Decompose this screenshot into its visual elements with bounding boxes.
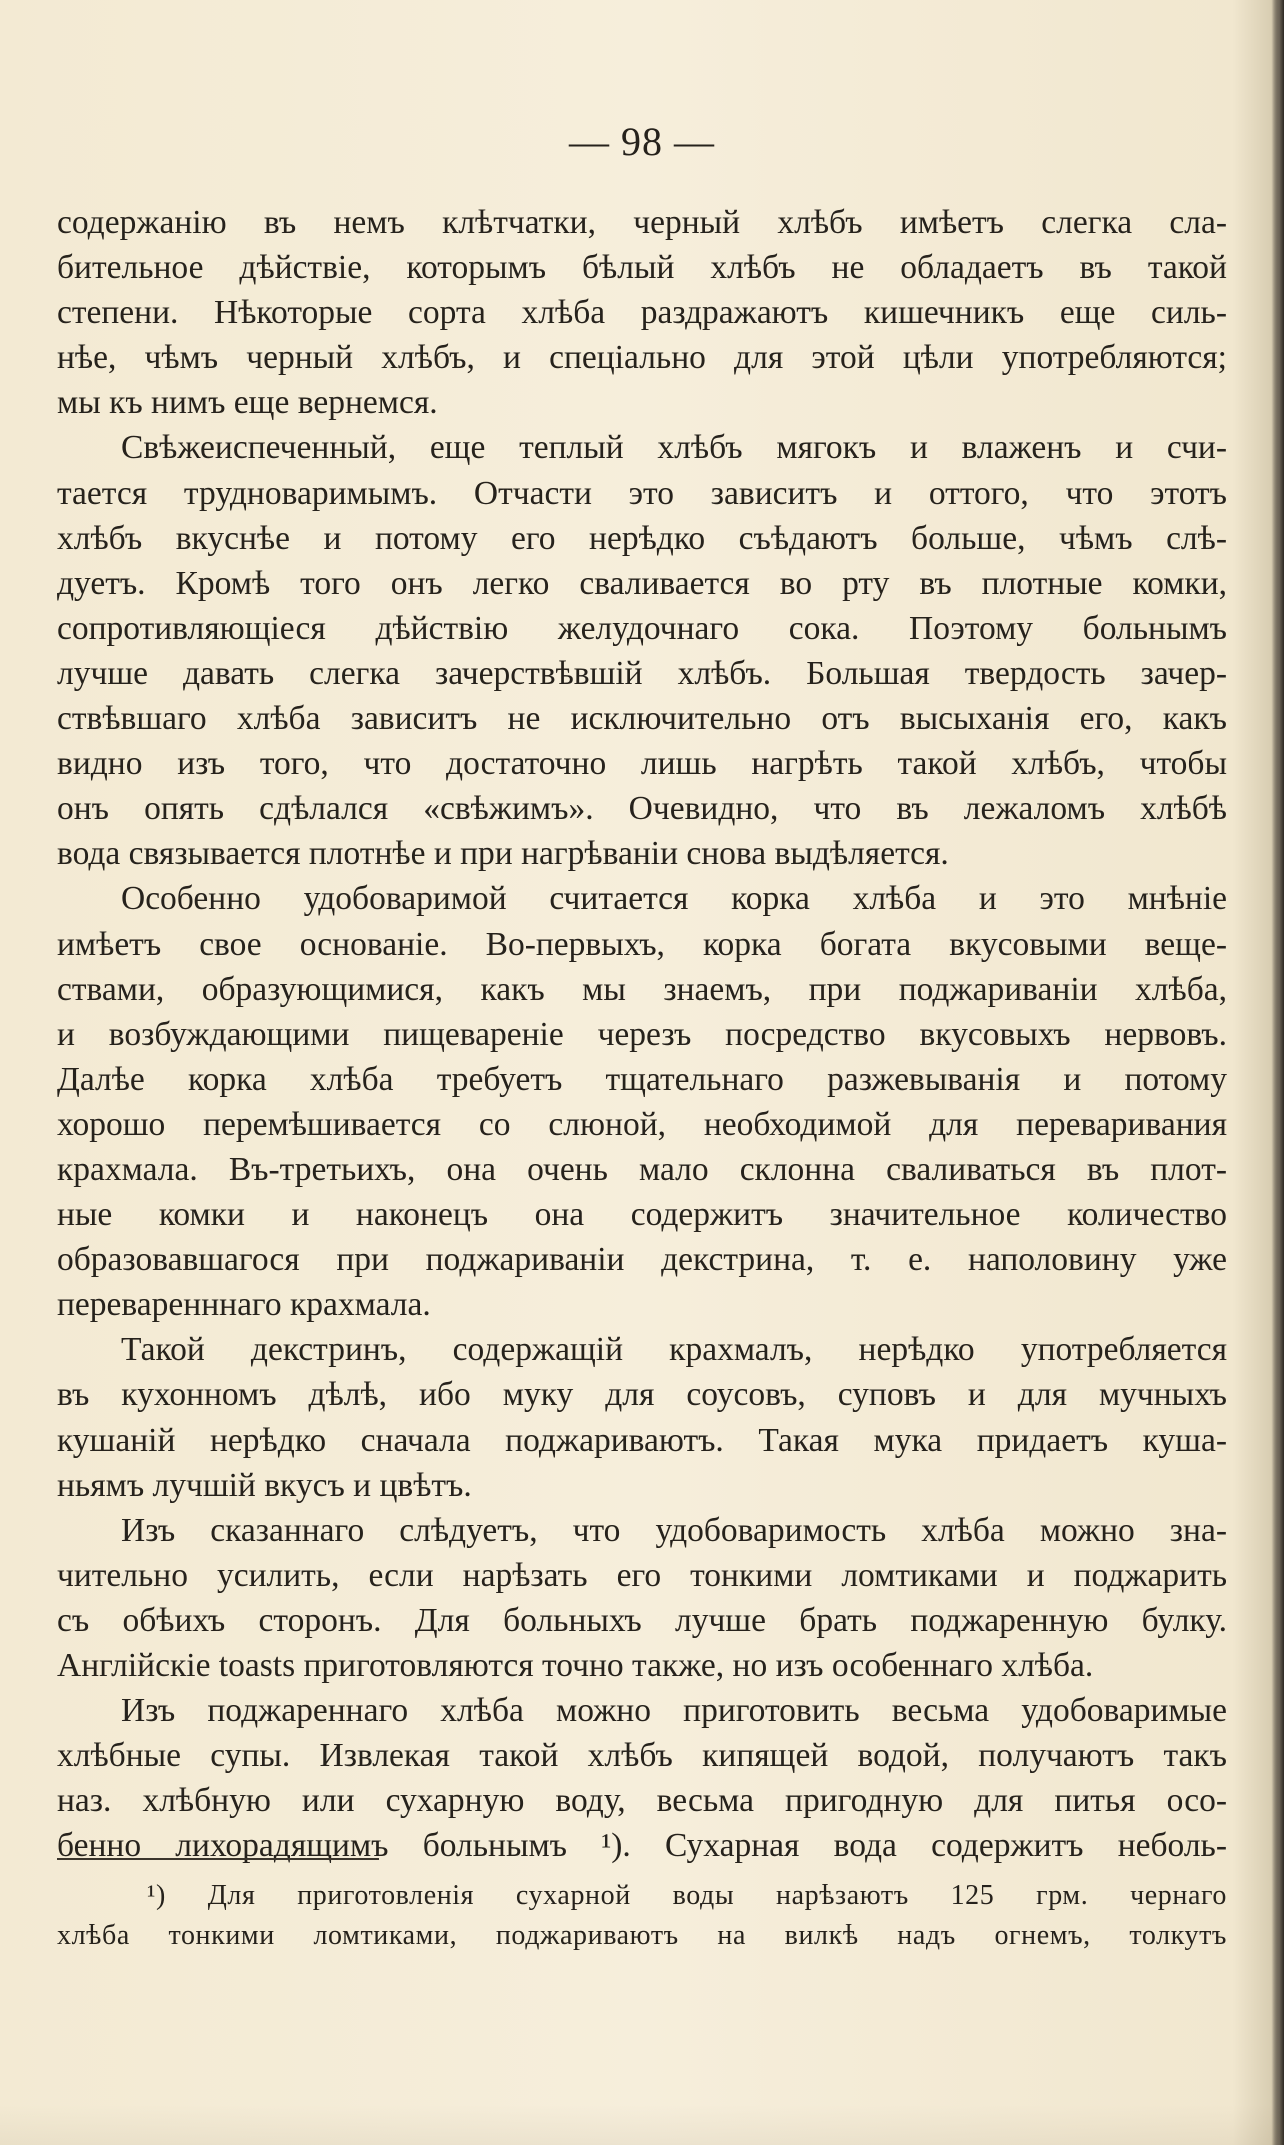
text-line: кушаній нерѣдко сначала поджариваютъ. Такая мука придаетъ куша- xyxy=(57,1421,1227,1459)
footnote-rule xyxy=(57,1858,379,1860)
text-line: хлѣбные супы. Извлекая такой хлѣбъ кипящей водой, получаютъ такъ xyxy=(57,1737,1227,1775)
text-line: степени. Нѣкоторые сорта хлѣба раздражаютъ кишечникъ еще силь- xyxy=(57,294,1227,332)
paragraph-first-line: Изъ поджареннаго хлѣба можно приготовить весьма удобоваримые xyxy=(121,1692,1227,1730)
text-line: хлѣбъ вкуснѣе и потому его нерѣдко съѣдаютъ больше, чѣмъ слѣ- xyxy=(57,519,1227,557)
footnote-line: хлѣба тонкими ломтиками, поджариваютъ на вилкѣ надъ огнемъ, толкутъ xyxy=(57,1920,1227,1951)
body-text xyxy=(57,200,1227,1868)
page-number: — 98 — xyxy=(569,119,715,164)
paragraph-first-line: Свѣжеиспеченный, еще теплый хлѣбъ мягокъ и влаженъ и счи- xyxy=(121,429,1227,467)
text-line: крахмала. Въ-третьихъ, она очень мало склонна сваливаться въ плот- xyxy=(57,1150,1227,1188)
text-line: съ обѣихъ сторонъ. Для больныхъ лучше брать поджаренную булку. xyxy=(57,1601,1227,1639)
text-line: Англійскіе toasts приготовляются точно также, но изъ особеннаго хлѣба. xyxy=(57,1647,1094,1684)
paragraph-first-line: Такой декстринъ, содержащій крахмалъ, нерѣдко употребляется xyxy=(121,1331,1227,1369)
page-edge-shadow xyxy=(1272,0,1284,2145)
text-line: вода связывается плотнѣе и при нагрѣваніи снова выдѣляется. xyxy=(57,835,949,873)
text-line: тается трудноваримымъ. Отчасти это зависитъ и оттого, что этотъ xyxy=(57,474,1227,512)
text-line: имѣетъ свое основаніе. Во-первыхъ, корка богата вкусовыми веще- xyxy=(57,925,1227,963)
text-line: мы къ нимъ еще вернемся. xyxy=(57,384,438,422)
text-line: Далѣе корка хлѣба требуетъ тщательнаго разжевыванія и потому xyxy=(57,1060,1227,1098)
text-line: наз. хлѣбную или сухарную воду, весьма пригодную для питья осо- xyxy=(57,1782,1227,1820)
footnote-line: ¹) Для приготовленія сухарной воды нарѣзаютъ 125 грм. чернаго xyxy=(147,1880,1227,1911)
text-line: и возбуждающими пищевареніе черезъ посредство вкусовыхъ нервовъ. xyxy=(57,1015,1227,1053)
text-line: лучше давать слегка зачерствѣвшій хлѣбъ. Большая твердость зачер- xyxy=(57,654,1227,692)
text-line: сопротивляющіеся дѣйствію желудочнаго сока. Поэтому больнымъ xyxy=(57,609,1227,647)
paragraph-first-line: Особенно удобоваримой считается корка хлѣба и это мнѣніе xyxy=(121,880,1227,918)
text-line: въ кухонномъ дѣлѣ, ибо муку для соусовъ, суповъ и для мучныхъ xyxy=(57,1376,1227,1414)
text-line: ные комки и наконецъ она содержитъ значительное количество xyxy=(57,1196,1227,1234)
text-line: ньямъ лучшій вкусъ и цвѣтъ. xyxy=(57,1466,472,1504)
text-line: онъ опять сдѣлался «свѣжимъ». Очевидно, что въ лежаломъ хлѣбѣ xyxy=(57,790,1227,828)
page-bottom-shade xyxy=(0,2105,1284,2145)
text-line: ствѣвшаго хлѣба зависитъ не исключительно отъ высыханія его, какъ xyxy=(57,700,1227,738)
text-line: переваренннаго крахмала. xyxy=(57,1286,431,1324)
text-line: содержанію въ немъ клѣтчатки, черный хлѣбъ имѣетъ слегка сла- xyxy=(57,204,1227,241)
footnotes xyxy=(57,1876,1227,1956)
text-line: видно изъ того, что достаточно лишь нагрѣть такой хлѣбъ, чтобы xyxy=(57,745,1227,783)
text-line: образовавшагося при поджариваніи декстрина, т. е. наполовину уже xyxy=(57,1241,1227,1279)
text-line: дуетъ. Кромѣ того онъ легко сваливается во рту въ плотные комки, xyxy=(57,564,1227,602)
text-line: бительное дѣйствіе, которымъ бѣлый хлѣбъ не обладаетъ въ такой xyxy=(57,249,1227,287)
paragraph-first-line: Изъ сказаннаго слѣдуетъ, что удобоваримость хлѣба можно зна- xyxy=(121,1511,1227,1549)
text-line: нѣе, чѣмъ черный хлѣбъ, и спеціально для этой цѣли употребляются; xyxy=(57,339,1227,377)
text-line: чительно усилить, если нарѣзать его тонкими ломтиками и поджарить xyxy=(57,1556,1227,1594)
text-line: бенно лихорадящимъ больнымъ ¹). Сухарная вода содержитъ неболь- xyxy=(57,1827,1227,1865)
text-line: хорошо перемѣшивается со слюной, необходимой для переваривания xyxy=(57,1105,1227,1143)
text-line: ствами, образующимися, какъ мы знаемъ, при поджариваніи хлѣба, xyxy=(57,970,1227,1008)
